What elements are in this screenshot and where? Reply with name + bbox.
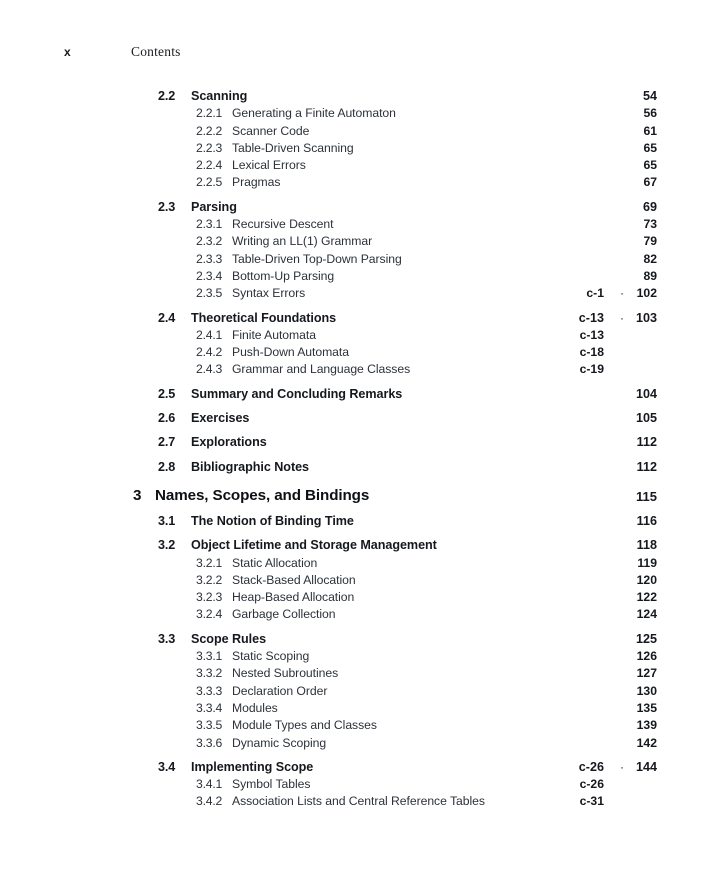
toc-page-number: 61 <box>643 123 657 138</box>
toc-page-number: 142 <box>636 735 657 750</box>
toc-entry[interactable] <box>0 607 721 624</box>
toc-entry-number: 3.3.1 <box>196 649 223 664</box>
toc-entry-number: 3.3.3 <box>196 683 223 698</box>
toc-page-number: 135 <box>636 700 657 715</box>
toc-entry-title: Module Types and Classes <box>232 718 377 733</box>
toc-entry[interactable] <box>0 701 721 718</box>
toc-entry-number: 2.6 <box>158 411 176 426</box>
toc-page-number: 73 <box>643 217 657 232</box>
toc-page-number: 69 <box>642 199 657 214</box>
toc-entry[interactable] <box>0 777 721 794</box>
toc-entry-number: 3.2.3 <box>196 590 223 605</box>
toc-entry[interactable] <box>0 760 721 777</box>
toc-entry-title: Pragmas <box>232 175 281 190</box>
toc-entry-title: Exercises <box>191 411 250 426</box>
toc-entry-title: Modules <box>232 700 278 715</box>
toc-entry-title: Writing an LL(1) Grammar <box>232 234 373 249</box>
toc-entry-number: 3.1 <box>158 513 176 528</box>
toc-entry-title: Scope Rules <box>191 631 267 646</box>
page-folio: x <box>64 45 71 59</box>
toc-entry-title: Garbage Collection <box>232 607 336 622</box>
toc-entry[interactable] <box>0 286 721 303</box>
toc-page-number: 65 <box>643 158 657 173</box>
toc-entry-title: Nested Subroutines <box>232 666 339 681</box>
toc-entry[interactable] <box>0 514 721 531</box>
toc-entry[interactable] <box>0 538 721 555</box>
toc-entry[interactable] <box>0 488 721 512</box>
toc-entry-title: Scanner Code <box>232 123 310 138</box>
toc-entry-number: 3.3.4 <box>196 700 223 715</box>
toc-entry[interactable] <box>0 89 721 106</box>
toc-entry-number: 2.8 <box>158 459 176 474</box>
toc-companion-reference: c-31 <box>579 794 604 809</box>
toc-entry[interactable] <box>0 736 721 753</box>
toc-page-number: 112 <box>636 435 657 450</box>
toc-entry-number: 3 <box>133 486 142 504</box>
toc-page-number: 103 <box>635 310 657 325</box>
toc-entry-title: Stack-Based Allocation <box>232 572 356 587</box>
toc-entry-number: 2.2 <box>158 89 176 103</box>
running-head-label: Contents <box>131 44 181 59</box>
toc-page-number: 122 <box>636 590 657 605</box>
toc-page-number: 82 <box>643 251 657 266</box>
toc-entry[interactable] <box>0 269 721 286</box>
toc-entry-title: Names, Scopes, and Bindings <box>155 486 370 504</box>
toc-entry-title: Heap-Based Allocation <box>232 590 355 605</box>
toc-entry[interactable] <box>0 175 721 192</box>
toc-entry[interactable] <box>0 632 721 649</box>
toc-entry-title: Implementing Scope <box>191 759 314 774</box>
toc-entry-number: 2.3 <box>158 199 176 214</box>
toc-entry-number: 2.3.4 <box>196 268 223 283</box>
toc-entry-number: 3.2 <box>158 538 176 553</box>
toc-entry-number: 3.3 <box>158 631 176 646</box>
toc-entry-title: Summary and Concluding Remarks <box>191 386 403 401</box>
toc-entry[interactable] <box>0 158 721 175</box>
toc-entry-number: 2.3.5 <box>196 286 223 301</box>
toc-entry-title: Static Allocation <box>232 555 318 570</box>
toc-entry[interactable] <box>0 649 721 666</box>
toc-entry[interactable] <box>0 718 721 735</box>
toc-page-number: 130 <box>636 683 657 698</box>
toc-entry-number: 3.3.5 <box>196 718 223 733</box>
toc-companion-reference: c-26 <box>578 759 604 774</box>
toc-entry[interactable] <box>0 252 721 269</box>
toc-entry-title: Parsing <box>191 199 237 214</box>
toc-entry-number: 3.4.2 <box>196 794 223 809</box>
toc-entry-title: Bibliographic Notes <box>191 459 310 474</box>
toc-companion-reference: c-18 <box>579 345 604 360</box>
toc-entry-title: Table-Driven Top-Down Parsing <box>232 251 402 266</box>
toc-entry-title: Theoretical Foundations <box>191 310 337 325</box>
toc-page-number: 56 <box>643 106 657 121</box>
toc-entry-number: 2.2.5 <box>196 175 223 190</box>
toc-entry-number: 2.4 <box>158 310 176 325</box>
toc-page-number: 115 <box>636 488 657 504</box>
toc-entry-number: 3.4 <box>158 759 176 774</box>
toc-page-number: 79 <box>643 234 657 249</box>
toc-page-number: 127 <box>636 666 657 681</box>
toc-entry-number: 2.2.1 <box>196 106 223 121</box>
toc-entry[interactable] <box>0 411 721 428</box>
toc-entry-number: 2.3.1 <box>196 217 223 232</box>
toc-entry-title: Static Scoping <box>232 649 310 664</box>
toc-entry-title: Symbol Tables <box>232 777 311 792</box>
toc-page-number: 116 <box>636 513 657 528</box>
toc-entry-title: Lexical Errors <box>232 158 306 173</box>
toc-page-number: 67 <box>643 175 657 190</box>
toc-page-number: 118 <box>636 538 657 553</box>
toc-entry-number: 3.2.2 <box>196 572 223 587</box>
toc-page-number: 105 <box>635 411 657 426</box>
toc-entry[interactable] <box>0 573 721 590</box>
toc-entry[interactable] <box>0 234 721 251</box>
toc-entry[interactable] <box>0 106 721 123</box>
toc-entry-title: Explorations <box>191 435 267 450</box>
toc-separator-dot: · <box>620 286 624 301</box>
toc-page-number: 65 <box>643 140 657 155</box>
toc-entry-number: 2.2.2 <box>196 123 223 138</box>
toc-entry-title: Grammar and Language Classes <box>232 362 411 377</box>
toc-page-number: 89 <box>643 268 657 283</box>
toc-companion-reference: c-13 <box>578 310 604 325</box>
toc-entry-title: Push-Down Automata <box>232 345 349 360</box>
toc-companion-reference: c-13 <box>579 327 604 342</box>
toc-page-number: 102 <box>636 286 657 301</box>
toc-entry-title: Object Lifetime and Storage Management <box>191 538 437 553</box>
toc-page-number: 112 <box>636 459 657 474</box>
toc-entry-title: Association Lists and Central Reference Tables <box>232 794 485 809</box>
toc-entry[interactable] <box>0 666 721 683</box>
toc-entry-number: 2.3.2 <box>196 234 223 249</box>
toc-page-number: 126 <box>636 649 657 664</box>
toc-entry[interactable] <box>0 200 721 217</box>
toc-entry-number: 2.4.2 <box>196 345 223 360</box>
toc-separator-dot: · <box>620 310 624 325</box>
toc-entry-number: 2.5 <box>158 386 176 401</box>
toc-entry[interactable] <box>0 124 721 141</box>
toc-page-number: 54 <box>642 89 657 103</box>
toc-entry-number: 3.2.1 <box>196 555 223 570</box>
toc-entry-number: 2.4.3 <box>196 362 223 377</box>
toc-entry-title: Dynamic Scoping <box>232 735 327 750</box>
toc-entry-number: 2.2.3 <box>196 140 223 155</box>
toc-companion-reference: c-19 <box>579 362 604 377</box>
toc-entry[interactable] <box>0 684 721 701</box>
toc-page-number: 124 <box>636 607 657 622</box>
toc-entry-title: Bottom-Up Parsing <box>232 268 335 283</box>
toc-entry-title: Generating a Finite Automaton <box>232 106 396 121</box>
toc-entry-number: 3.3.2 <box>196 666 223 681</box>
toc-entry-title: Recursive Descent <box>232 217 334 232</box>
toc-entry-number: 3.4.1 <box>196 777 223 792</box>
toc-entry-number: 2.4.1 <box>196 327 223 342</box>
toc-entry-number: 2.3.3 <box>196 251 223 266</box>
toc-separator-dot: · <box>620 759 624 774</box>
toc-entry-number: 2.2.4 <box>196 158 223 173</box>
table-of-contents <box>0 89 721 812</box>
toc-entry[interactable] <box>0 590 721 607</box>
toc-entry-title: The Notion of Binding Time <box>191 513 354 528</box>
toc-page-number: 119 <box>637 555 657 570</box>
toc-entry-number: 3.3.6 <box>196 735 223 750</box>
toc-entry[interactable] <box>0 141 721 158</box>
toc-page-number: 104 <box>635 386 657 401</box>
toc-page-number: 139 <box>636 718 657 733</box>
toc-entry-number: 3.2.4 <box>196 607 223 622</box>
toc-entry[interactable] <box>0 311 721 328</box>
toc-entry-title: Finite Automata <box>232 327 316 342</box>
toc-entry[interactable] <box>0 435 721 452</box>
toc-entry[interactable] <box>0 460 721 477</box>
toc-entry[interactable] <box>0 794 721 811</box>
toc-companion-reference: c-1 <box>586 286 604 301</box>
toc-entry[interactable] <box>0 345 721 362</box>
toc-entry-title: Syntax Errors <box>232 286 306 301</box>
running-head <box>0 45 721 65</box>
toc-entry[interactable] <box>0 387 721 404</box>
toc-entry[interactable] <box>0 217 721 234</box>
toc-entry-number: 2.7 <box>158 435 176 450</box>
toc-entry[interactable] <box>0 328 721 345</box>
toc-entry-title: Scanning <box>191 89 248 103</box>
toc-entry[interactable] <box>0 362 721 379</box>
toc-page-number: 125 <box>635 631 657 646</box>
toc-page-number: 144 <box>635 759 657 774</box>
toc-page-number: 120 <box>636 572 657 587</box>
toc-companion-reference: c-26 <box>579 777 604 792</box>
toc-entry[interactable] <box>0 556 721 573</box>
toc-entry-title: Declaration Order <box>232 683 328 698</box>
toc-entry-title: Table-Driven Scanning <box>232 140 354 155</box>
